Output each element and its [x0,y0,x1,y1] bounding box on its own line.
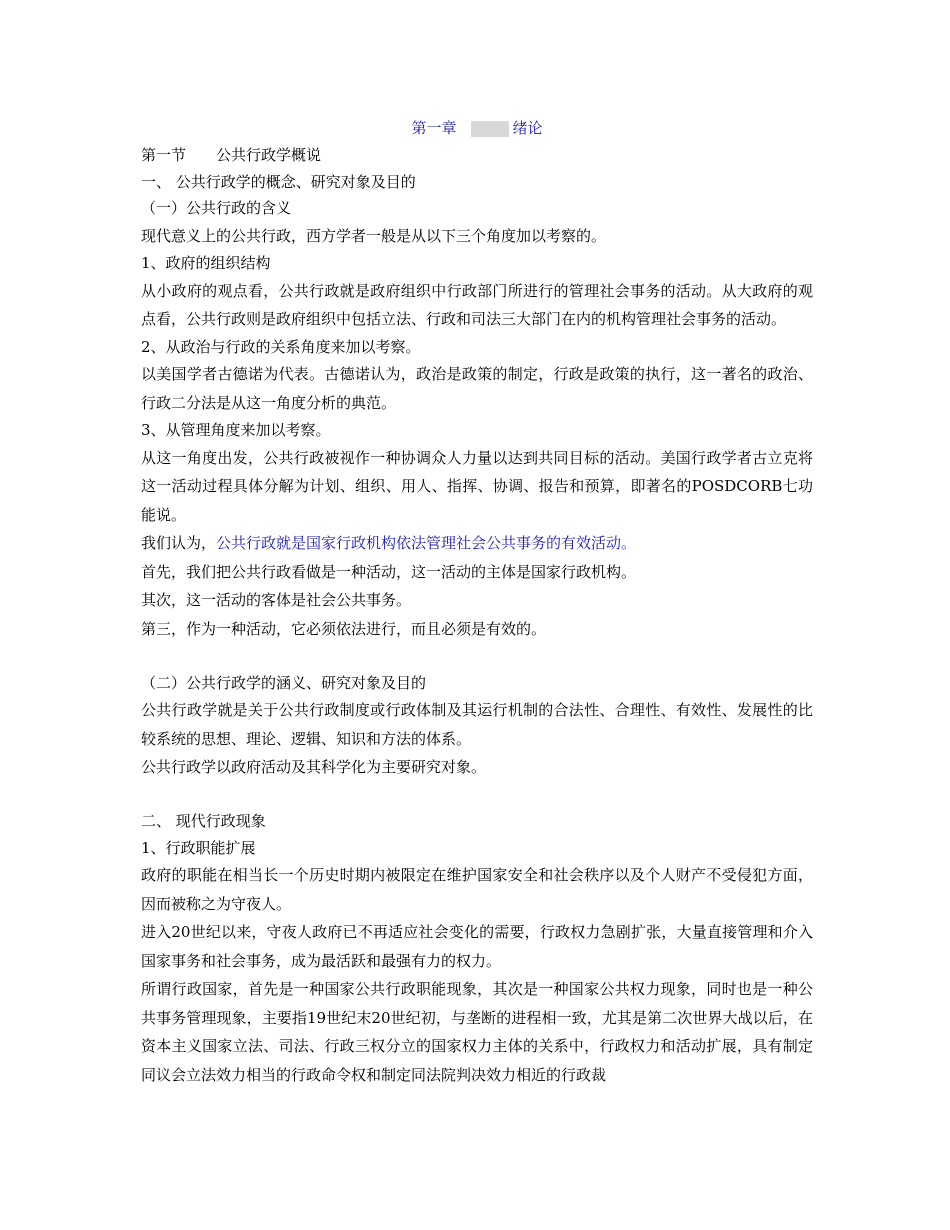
blank-line [141,782,813,809]
paragraph-2: 以美国学者古德诺为代表。古德诺认为，政治是政策的制定，行政是政策的执行，这一著名的政治、行政二分法是从这一角度分析的典范。 [141,365,813,412]
definition-paragraph [141,529,813,558]
paragraph-first: 首先，我们把公共行政看做是一种活动，这一活动的主体是国家行政机构。 [141,562,637,581]
paragraph-6: 所谓行政国家，首先是一种国家公共行政职能现象，其次是一种国家公共权力现象，同时也是一种公共事务管理现象，主要指19世纪末20世纪初，与垄断的进程相一致，尤其是第二次世界大战以后，在资本主义国家立法、司法、行政三权分立的国家权力主体的关系中，行政权力和活动扩展，具有制定同议会立法效力相当的行政命令权和制定同法院判决效力相近的行政裁 [141,980,813,1084]
paragraph-1: 从小政府的观点看，公共行政就是政府组织中行政部门所进行的管理社会事务的活动。从大政府的观点看，公共行政则是政府组织中包括立法、行政和司法三大部门在内的机构管理社会事务的活动。 [141,281,813,328]
heading-part-1: 一、 公共行政学的概念、研究对象及目的 [141,172,416,191]
item-heading-1: 1、政府的组织结构 [141,254,271,272]
paragraph-second: 其次，这一活动的客体是社会公共事务。 [141,591,412,609]
chapter-label: 第一章 [411,119,457,137]
paragraph-research-object: 公共行政学以政府活动及其科学化为主要研究对象。 [141,758,487,776]
chapter-name: 绪论 [512,119,543,137]
paragraph-intro: 现代意义上的公共行政，西方学者一般是从以下三个角度加以考察的。 [141,226,607,245]
paragraph-4: 政府的职能在相当长一个历史时期内被限定在维护国家安全和社会秩序以及个人财产不受侵犯方面，因而被称之为守夜人。 [141,866,813,913]
subheading-meaning: （一）公共行政的含义 [141,199,292,217]
heading-part-2: 二、 现代行政现象 [141,812,266,830]
document-body [141,114,813,1089]
paragraph-discipline-def: 公共行政学就是关于公共行政制度或行政体制及其运行机制的合法性、合理性、有效性、发展性的比较系统的思想、理论、逻辑、知识和方法的体系。 [141,701,813,748]
paragraph-third: 第三，作为一种活动，它必须依法进行，而且必须是有效的。 [141,619,547,638]
item-heading-function-expansion: 1、行政职能扩展 [141,838,256,857]
item-heading-3: 3、从管理角度来加以考察。 [141,421,331,439]
definition-prefix: 我们认为， [141,534,217,552]
blank-line [141,643,813,670]
definition-text: 公共行政就是国家行政机构依法管理社会公共事务的有效活动。 [216,534,637,552]
item-heading-2: 2、从政治与行政的关系角度来加以考察。 [141,337,421,356]
section-heading: 第一节 公共行政学概说 [141,146,322,164]
title-highlight-gap [471,121,509,137]
subheading-discipline: （二）公共行政学的涵义、研究对象及目的 [141,673,427,692]
chapter-title [141,114,813,142]
paragraph-5: 进入20世纪以来，守夜人政府已不再适应社会变化的需要，行政权力急剧扩张，大量直接管理和介入国家事务和社会事务，成为最活跃和最强有力的权力。 [141,923,813,970]
paragraph-3: 从这一角度出发，公共行政被视作一种协调众人力量以达到共同目标的活动。美国行政学者古立克将这一活动过程具体分解为计划、组织、用人、指挥、协调、报告和预算，即著名的POSDCORB七功能说。 [141,448,813,524]
